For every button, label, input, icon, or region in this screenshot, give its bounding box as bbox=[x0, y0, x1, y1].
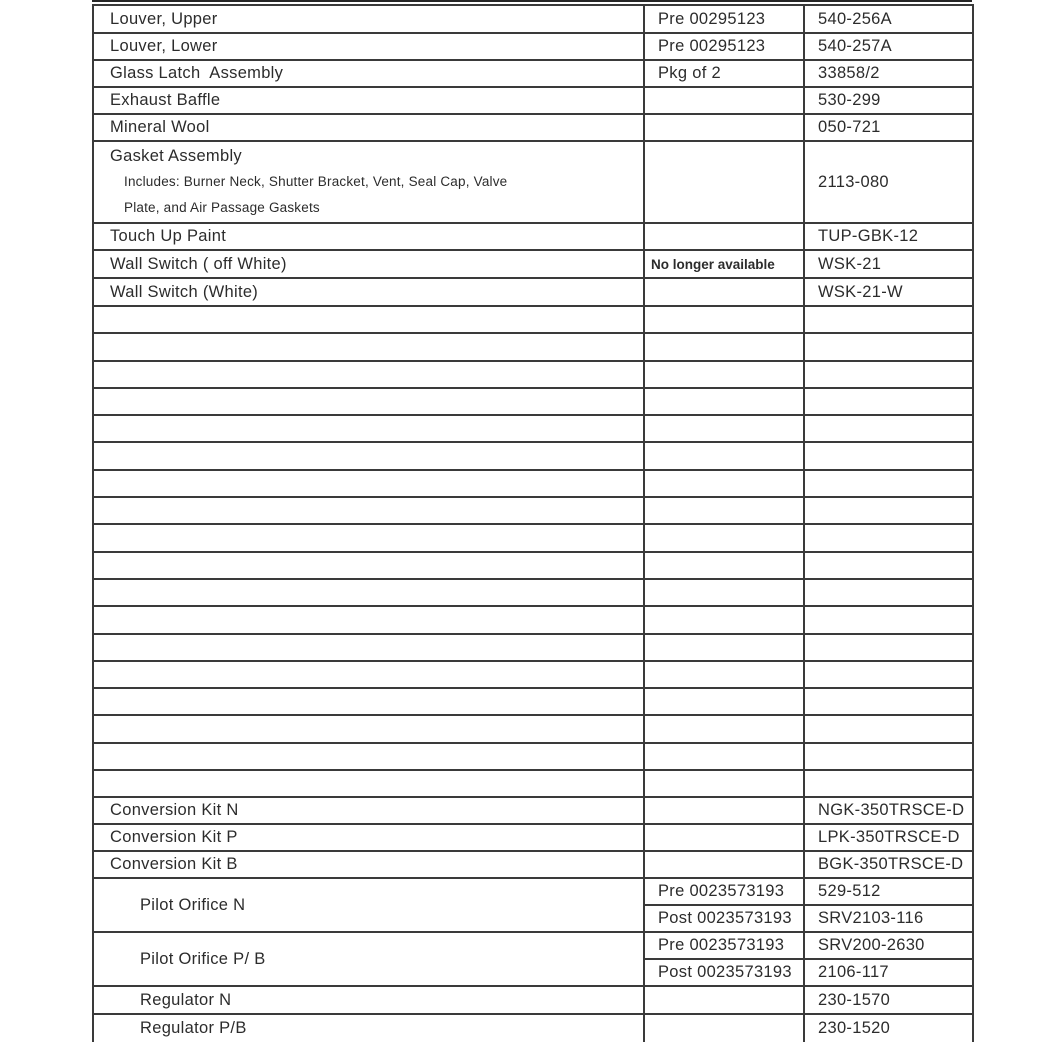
empty-table-row bbox=[93, 579, 973, 606]
table-row bbox=[93, 986, 973, 1014]
part-number-cell: WSK-21-W bbox=[804, 278, 973, 306]
table-row bbox=[93, 250, 973, 278]
note-cell bbox=[644, 1014, 804, 1042]
parts-table bbox=[92, 4, 974, 1042]
item-name-cell bbox=[93, 552, 644, 579]
item-name-cell bbox=[93, 306, 644, 333]
table-row bbox=[93, 878, 973, 905]
item-name-cell bbox=[93, 415, 644, 442]
part-number-cell: SRV2103-116 bbox=[804, 905, 973, 932]
empty-table-row bbox=[93, 661, 973, 688]
part-number-cell bbox=[804, 497, 973, 524]
part-number-cell bbox=[804, 470, 973, 497]
item-name-cell: Glass Latch Assembly bbox=[93, 60, 644, 87]
item-name-cell bbox=[93, 388, 644, 415]
note-cell: No longer available bbox=[644, 250, 804, 278]
note-cell bbox=[644, 87, 804, 114]
part-number-cell: SRV200-2630 bbox=[804, 932, 973, 959]
empty-table-row bbox=[93, 361, 973, 388]
part-number-cell bbox=[804, 442, 973, 469]
note-cell bbox=[644, 661, 804, 688]
item-name-cell bbox=[93, 743, 644, 770]
note-cell bbox=[644, 634, 804, 661]
table-row bbox=[93, 87, 973, 114]
note-cell bbox=[644, 223, 804, 250]
note-cell bbox=[644, 497, 804, 524]
note-cell bbox=[644, 141, 804, 223]
item-name-cell bbox=[93, 715, 644, 742]
part-number-cell: 540-256A bbox=[804, 5, 973, 33]
note-cell: Pre 00295123 bbox=[644, 5, 804, 33]
note-cell bbox=[644, 415, 804, 442]
empty-table-row bbox=[93, 388, 973, 415]
empty-table-row bbox=[93, 715, 973, 742]
empty-table-row bbox=[93, 606, 973, 633]
item-name-cell: Mineral Wool bbox=[93, 114, 644, 141]
table-row bbox=[93, 1014, 973, 1042]
empty-table-row bbox=[93, 470, 973, 497]
note-cell bbox=[644, 470, 804, 497]
item-name-cell: Wall Switch ( off White) bbox=[93, 250, 644, 278]
note-cell bbox=[644, 333, 804, 360]
note-cell bbox=[644, 688, 804, 715]
empty-table-row bbox=[93, 634, 973, 661]
part-number-cell: 2106-117 bbox=[804, 959, 973, 986]
item-details-line: Plate, and Air Passage Gaskets bbox=[124, 200, 320, 215]
part-number-cell bbox=[804, 715, 973, 742]
part-number-cell bbox=[804, 388, 973, 415]
part-number-cell: 230-1520 bbox=[804, 1014, 973, 1042]
note-cell bbox=[644, 278, 804, 306]
note-cell bbox=[644, 361, 804, 388]
part-number-cell bbox=[804, 606, 973, 633]
empty-table-row bbox=[93, 743, 973, 770]
empty-table-row bbox=[93, 415, 973, 442]
item-name-cell bbox=[93, 361, 644, 388]
part-number-cell: 33858/2 bbox=[804, 60, 973, 87]
item-name-cell: Regulator P/B bbox=[93, 1014, 644, 1042]
item-name-cell: Wall Switch (White) bbox=[93, 278, 644, 306]
table-row bbox=[93, 33, 973, 60]
table-row bbox=[93, 278, 973, 306]
note-cell bbox=[644, 770, 804, 797]
part-number-cell: BGK-350TRSCE-D bbox=[804, 851, 973, 878]
part-number-cell: 529-512 bbox=[804, 878, 973, 905]
item-name-cell: Exhaust Baffle bbox=[93, 87, 644, 114]
table-row bbox=[93, 223, 973, 250]
item-name-cell: Pilot Orifice N bbox=[93, 878, 644, 932]
item-name: Gasket Assembly bbox=[110, 147, 242, 165]
part-number-cell bbox=[804, 306, 973, 333]
part-number-cell: 2113-080 bbox=[804, 141, 973, 223]
note-cell bbox=[644, 442, 804, 469]
empty-table-row bbox=[93, 306, 973, 333]
note-cell: Post 0023573193 bbox=[644, 905, 804, 932]
item-name-cell bbox=[93, 497, 644, 524]
item-name-cell bbox=[93, 579, 644, 606]
empty-table-row bbox=[93, 333, 973, 360]
note-cell bbox=[644, 388, 804, 415]
part-number-cell bbox=[804, 415, 973, 442]
part-number-cell: 050-721 bbox=[804, 114, 973, 141]
part-number-cell: TUP-GBK-12 bbox=[804, 223, 973, 250]
item-name-cell bbox=[93, 688, 644, 715]
table-row bbox=[93, 5, 973, 33]
table-row bbox=[93, 114, 973, 141]
note-cell bbox=[644, 743, 804, 770]
item-name-cell bbox=[93, 770, 644, 797]
item-name-cell bbox=[93, 333, 644, 360]
item-name-cell bbox=[93, 442, 644, 469]
empty-table-row bbox=[93, 552, 973, 579]
table-row bbox=[93, 851, 973, 878]
parts-table-body bbox=[93, 5, 973, 1042]
note-cell bbox=[644, 524, 804, 551]
part-number-cell: 530-299 bbox=[804, 87, 973, 114]
item-name-cell: Louver, Upper bbox=[93, 5, 644, 33]
part-number-cell bbox=[804, 524, 973, 551]
note-cell bbox=[644, 552, 804, 579]
part-number-cell bbox=[804, 661, 973, 688]
item-name-cell: Regulator N bbox=[93, 986, 644, 1014]
part-number-cell: 540-257A bbox=[804, 33, 973, 60]
note-cell: Pkg of 2 bbox=[644, 60, 804, 87]
part-number-cell bbox=[804, 634, 973, 661]
part-number-cell: WSK-21 bbox=[804, 250, 973, 278]
note-cell bbox=[644, 824, 804, 851]
item-name-cell bbox=[93, 524, 644, 551]
item-name-cell bbox=[93, 141, 644, 223]
item-name-cell bbox=[93, 606, 644, 633]
page-top-cutoff-line bbox=[92, 0, 972, 2]
empty-table-row bbox=[93, 524, 973, 551]
part-number-cell bbox=[804, 579, 973, 606]
part-number-cell bbox=[804, 770, 973, 797]
part-number-cell: NGK-350TRSCE-D bbox=[804, 797, 973, 824]
part-number-cell bbox=[804, 552, 973, 579]
part-number-cell bbox=[804, 333, 973, 360]
item-name-cell: Conversion Kit P bbox=[93, 824, 644, 851]
item-name-cell: Louver, Lower bbox=[93, 33, 644, 60]
note-cell bbox=[644, 986, 804, 1014]
note-cell bbox=[644, 715, 804, 742]
note-cell: Pre 0023573193 bbox=[644, 878, 804, 905]
part-number-cell: 230-1570 bbox=[804, 986, 973, 1014]
empty-table-row bbox=[93, 442, 973, 469]
part-number-cell: LPK-350TRSCE-D bbox=[804, 824, 973, 851]
item-name-cell bbox=[93, 470, 644, 497]
item-name-cell: Conversion Kit B bbox=[93, 851, 644, 878]
item-name-cell: Touch Up Paint bbox=[93, 223, 644, 250]
part-number-cell bbox=[804, 743, 973, 770]
empty-table-row bbox=[93, 770, 973, 797]
table-row bbox=[93, 824, 973, 851]
empty-table-row bbox=[93, 497, 973, 524]
item-name-cell bbox=[93, 661, 644, 688]
table-row bbox=[93, 797, 973, 824]
part-number-cell bbox=[804, 688, 973, 715]
item-name-cell: Conversion Kit N bbox=[93, 797, 644, 824]
table-row bbox=[93, 60, 973, 87]
note-cell: Pre 00295123 bbox=[644, 33, 804, 60]
note-cell bbox=[644, 606, 804, 633]
note-cell bbox=[644, 797, 804, 824]
item-details-line: Includes: Burner Neck, Shutter Bracket, Vent, Seal Cap, Valve bbox=[124, 174, 508, 189]
table-row bbox=[93, 141, 973, 223]
note-cell bbox=[644, 306, 804, 333]
table-row bbox=[93, 932, 973, 959]
empty-table-row bbox=[93, 688, 973, 715]
item-name-cell bbox=[93, 634, 644, 661]
note-cell: Pre 0023573193 bbox=[644, 932, 804, 959]
note-cell bbox=[644, 114, 804, 141]
note-cell: Post 0023573193 bbox=[644, 959, 804, 986]
item-name-cell: Pilot Orifice P/ B bbox=[93, 932, 644, 986]
note-cell bbox=[644, 851, 804, 878]
note-cell bbox=[644, 579, 804, 606]
part-number-cell bbox=[804, 361, 973, 388]
